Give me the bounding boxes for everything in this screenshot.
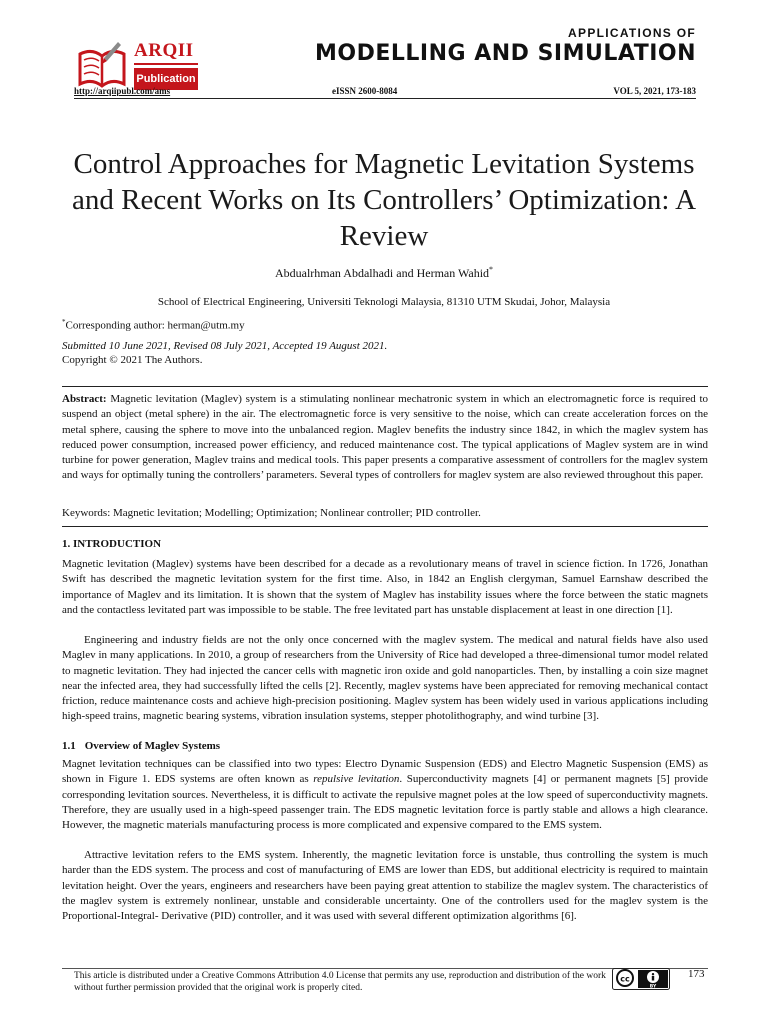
cc-badge-label: BY <box>649 984 657 990</box>
subsection-number: 1.1 <box>62 740 76 752</box>
submission-dates: Submitted 10 June 2021, Revised 08 July 2021, Accepted 19 August 2021. <box>62 340 388 352</box>
overview-p1-a: Magnet levitation techniques can be classified into two types: Electro Dynamic Suspension (EDS) and Electro Magnetic Suspension (EMS) as shown in Figure 1. EDS systems are often known as <box>62 758 708 786</box>
abstract-label: Abstract: <box>62 393 107 405</box>
abstract-text: Magnetic levitation (Maglev) system is a stimulating nonlinear mechatronic system in which an electromagnetic force is required to suspend an object (metal sphere) in the air. The electromagnetic force is very sensitive to the noise, which can create acceleration forces on the metal sphere, causing the sphere to move into the unbalanced region. Maglev benefits the industry since 1842, in which the maglev system has reduced power consumption, increased power efficiency, and reduced maintenance cost. The typical applications of Maglev system are in wind turbine for power generation, Maglev trains and medical tools. This paper presents a comparative assessment of controllers for the maglev system and ways for optimally tuning the controllers’ parameters. Several types of controllers for maglev system are also reviewed throughout this paper. <box>62 393 709 482</box>
journal-issn: eISSN 2600-8084 <box>332 86 398 96</box>
logo-name: ARQII <box>134 40 200 65</box>
paper-title: Control Approaches for Magnetic Levitation Systems and Recent Works on Its Controllers’ Optimization: A Review <box>71 148 697 252</box>
logo-subtitle: Publication <box>134 68 198 90</box>
corresponding-asterisk: * <box>62 318 66 326</box>
header-rule <box>74 98 696 99</box>
intro-paragraph-1: Magnetic levitation (Maglev) systems have been described for a decade as a revolutionary means of travel in science fiction. In 1726, Jonathan Swift has described the magnetic levitation system for the first time. Also, in 1842 an English clergyman, Samuel Earnshaw described the importance of Maglev and its limitation. It is shown that the system of Maglev has instability issues where the force between the static magnets and the contactless levitated part was impossible to be stable. The free levitated part has unstable displacement at least in one direction [1]. <box>62 558 708 616</box>
journal-volume: VOL 5, 2021, 173-183 <box>613 86 696 96</box>
journal-title: MODELLING AND SIMULATION <box>314 41 696 66</box>
section-heading-introduction: 1. INTRODUCTION <box>62 538 162 550</box>
journal-meta <box>74 86 696 98</box>
abstract-top-rule <box>62 386 708 387</box>
subsection-title: Overview of Maglev Systems <box>84 740 221 752</box>
intro-paragraph-2: Engineering and industry fields are not the only once concerned with the maglev system. The medical and natural fields have also used Maglev in many applications. In 2010, a group of researchers from the University of Rice had developed a three-dimensional tumor model related to magnetic levitation. They had injected the cancer cells with magnetic iron oxide and gold nanoparticles. Then, by installing a coin size magnet near the infected area, they had successfully lifted the cells [2]. Recently, maglev systems have been appreciated for removing mechanical contact friction, reduce maintenance costs and achieve high-precision positioning. Maglev system has been widely used in various applications including high-speed trains, magnetic bearing systems, vibration insulation systems, stepper photolithography, and wind turbine [3]. <box>62 634 708 723</box>
author-asterisk: * <box>489 265 494 274</box>
cc-by-license-icon[interactable] <box>612 968 670 990</box>
paper-authors <box>0 265 768 281</box>
overview-paragraph-2: Attractive levitation refers to the EMS system. Inherently, the magnetic levitation force is unstable, thus controlling the system is much harder than the EDS system. The process and cost of manufacturing of EMS are lower than EDS, but additional electricity is required to maintain levitation height. Over the years, engineers and researchers have been paying great attention to stabilize the maglev system. The characteristics of the maglev system is extremely nonlinear, unstable and considerable uncertainty. One of the controllers used for the maglev system is the Proportional-Integral- Derivative (PID) controller, and it was used with several different optimization algorithms [6]. <box>62 849 708 923</box>
corresponding-text: Corresponding author: herman@utm.my <box>65 319 245 332</box>
journal-title-small: APPLICATIONS OF <box>568 26 696 40</box>
page-number: 173 <box>688 968 705 980</box>
copyright-line: Copyright © 2021 The Authors. <box>62 354 203 366</box>
keywords: Keywords: Magnetic levitation; Modelling; Optimization; Nonlinear controller; PID controller. <box>62 507 481 519</box>
journal-url-link[interactable]: http://arqiipubl.com/ams <box>74 86 171 96</box>
overview-p1-b: . Superconductivity magnets [4] or permanent magnets [5] provide corresponding levitation sources. Nevertheless, it is difficult to activate the repulsive magnet poles at the low speed of superconductivity magnets. Therefore, they are usually used in a high-speed passenger train. The EDS magnetic levitation force is partly stable and allows a high clearance. However, the magnetic materials manufacturing process is more complicated and expensive compared to the EMS system. <box>62 773 708 832</box>
author-affiliation: School of Electrical Engineering, Universiti Teknologi Malaysia, 81310 UTM Skudai, Johor, Malaysia <box>157 296 611 308</box>
overview-paragraph-1 <box>62 757 708 833</box>
overview-p1-emphasis: repulsive levitation <box>313 773 400 786</box>
corresponding-author <box>62 318 245 332</box>
author-names: Abdualrhman Abdalhadi and Herman Wahid <box>274 266 490 280</box>
subsection-heading <box>62 740 220 752</box>
svg-text:cc: cc <box>620 974 630 984</box>
license-notice: This article is distributed under a Creative Commons Attribution 4.0 License that permits any use, reproduction and distribution of the work without further permission provided that the original work is properly cited. <box>74 971 606 993</box>
abstract-bottom-rule <box>62 526 708 527</box>
abstract <box>62 392 708 484</box>
